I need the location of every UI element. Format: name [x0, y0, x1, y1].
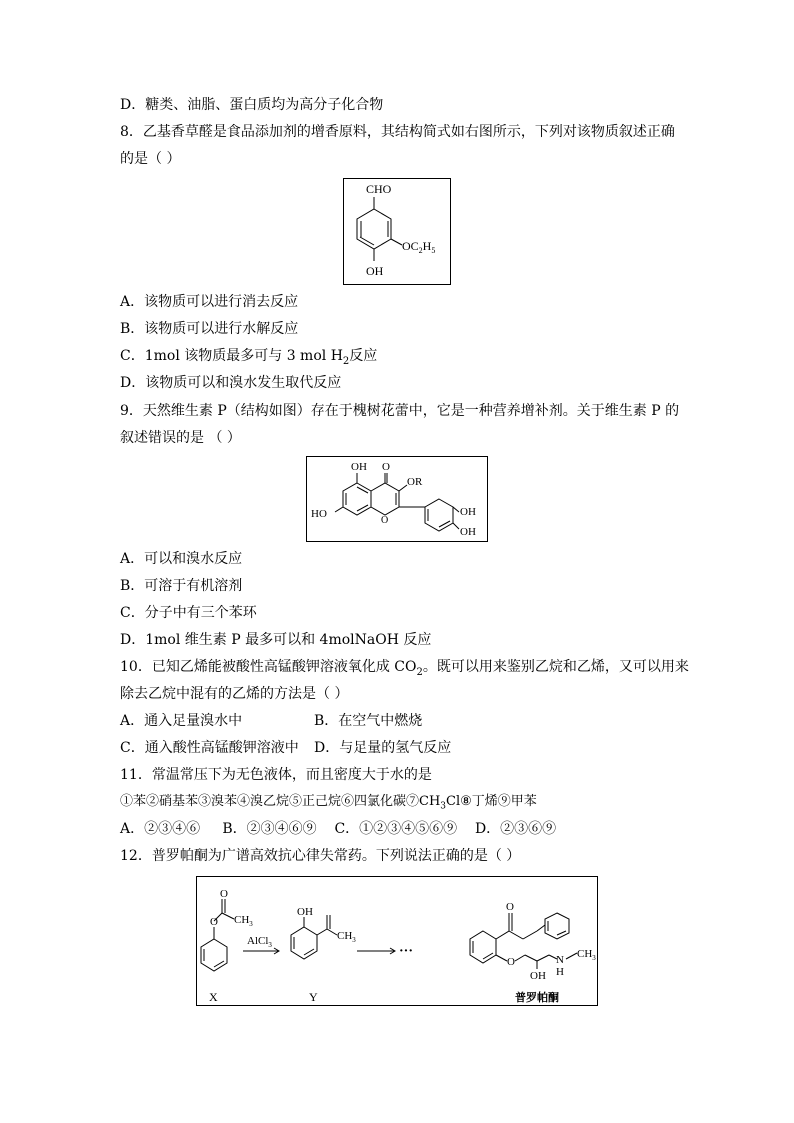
dots-label: ··· — [399, 944, 414, 959]
q8-option-b: B．该物质可以进行水解反应 — [120, 321, 299, 337]
q9-structure-figure — [306, 456, 488, 542]
oh-top-label: OH — [351, 461, 367, 473]
x-ch3-label: $CH_3$ — [234, 914, 253, 928]
product-name-label: 普罗帕酮 — [515, 992, 559, 1004]
q9-stem-line-1: 9．天然维生素 P（结构如图）存在于槐树花蕾中，它是一种营养增补剂。关于维生素 P 的 — [120, 403, 680, 419]
y-ch3-label: $CH_3$ — [337, 930, 356, 944]
product-ketone-o-label: O — [506, 901, 514, 913]
q9-option-b: B．可溶于有机溶剂 — [120, 578, 243, 594]
oh-right-2-label: OH — [460, 526, 476, 538]
or-label: OR — [407, 476, 423, 488]
q8-option-c: C．1mol 该物质最多可与 3 mol $H_2$反应 — [120, 348, 378, 367]
oh-right-1-label: OH — [460, 506, 476, 518]
q8-structure-figure — [343, 178, 451, 285]
q12-stem: 12．普罗帕酮为广谱高效抗心律失常药。下列说法正确的是（ ） — [120, 848, 521, 864]
alcl3-label: AlCl$_3$ — [247, 935, 272, 949]
q9-option-d: D．1mol 维生素 P 最多可以和 4molNaOH 反应 — [120, 632, 432, 648]
q10-option-d: D．与足量的氢气反应 — [314, 740, 452, 756]
q7-option-d: D．糖类、油脂、蛋白质均为高分子化合物 — [120, 97, 384, 113]
y-oh-label: OH — [297, 906, 313, 918]
q11-stem: 11．常温常压下为无色液体，而且密度大于水的是 — [120, 767, 432, 783]
cho-label: CHO — [366, 182, 392, 196]
oc2h5-label: $OC_2H_5$ — [402, 239, 436, 255]
q9-option-a: A．可以和溴水反应 — [120, 551, 243, 567]
q10-option-c: C．通入酸性高锰酸钾溶液中 — [120, 740, 299, 756]
product-oh-label: OH — [530, 970, 546, 982]
q10-stem-line-2: 除去乙烷中混有的乙烯的方法是（ ） — [120, 686, 349, 702]
propafenone-synthesis-scheme — [197, 877, 597, 1005]
q8-option-d: D．该物质可以和溴水发生取代反应 — [120, 375, 342, 391]
q9-option-c: C．分子中有三个苯环 — [120, 605, 257, 621]
q11-list: ①苯②硝基苯③溴苯④溴乙烷⑤正己烷⑥四氯化碳$⑦CH_3Cl⑧$丁烯⑨甲苯 — [120, 794, 537, 812]
oh-label: OH — [366, 264, 384, 278]
product-h-label: H — [556, 966, 564, 978]
q10-option-b: B．在空气中燃烧 — [314, 713, 423, 729]
q11-options: A．②③④⑥ B．②③④⑥⑨ C．①②③④⑤⑥⑨ D．②③⑥⑨ — [120, 821, 557, 837]
ethyl-vanillin-structure — [344, 179, 450, 284]
q8-option-a: A．该物质可以进行消去反应 — [120, 294, 299, 310]
product-ch3-label: $CH_3$ — [577, 948, 596, 962]
ring-o-label: O — [381, 515, 389, 526]
q12-reaction-figure — [196, 876, 598, 1006]
q10-option-a: A．通入足量溴水中 — [120, 713, 243, 729]
ho-left-label: HO — [311, 508, 327, 520]
x-compound-label: X — [209, 990, 218, 1004]
q9-stem-line-2: 叙述错误的是 （ ） — [120, 430, 241, 446]
product-ether-o-label: O — [507, 956, 515, 968]
product-n-label: N — [556, 954, 564, 966]
x-carbonyl-o-label: O — [220, 888, 228, 900]
x-ester-o-label: O — [210, 916, 218, 928]
q10-stem-line-1: 10．已知乙烯能被酸性高锰酸钾溶液氧化成 $CO_2$。既可以用来鉴别乙烷和乙烯，又可以用来 — [120, 659, 689, 678]
carbonyl-o-label: O — [382, 461, 390, 473]
q8-stem-line-1: 8．乙基香草醛是食品添加剂的增香原料，其结构简式如右图所示，下列对该物质叙述正确 — [120, 124, 675, 140]
q8-stem-line-2: 的是（ ） — [120, 151, 181, 167]
vitamin-p-structure — [307, 457, 487, 541]
y-compound-label: Y — [309, 990, 318, 1004]
